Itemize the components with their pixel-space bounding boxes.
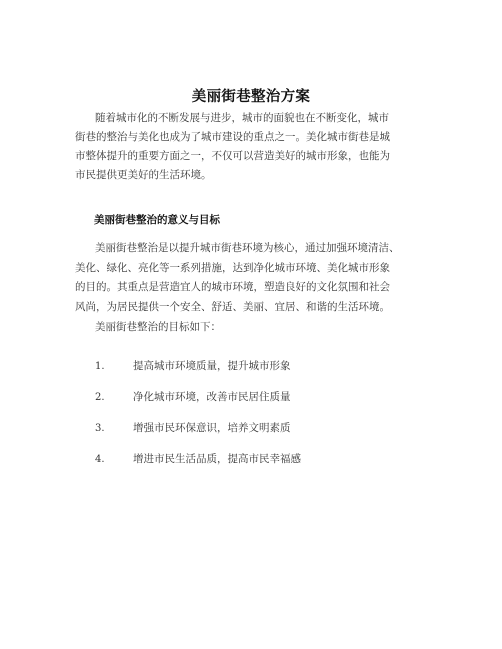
goal-number: 1. — [95, 361, 105, 372]
goals-intro: 美丽街巷整治的目标如下： — [95, 321, 221, 333]
intro-line: 市整体提升的重要方面之一，不仅可以营造美好的城市形象，也能为 — [75, 150, 390, 162]
meaning-line: 美化、绿化、亮化等一系列措施，达到净化城市环境、美化城市形象 — [75, 261, 390, 274]
goal-text: 净化城市环境，改善市民居住质量 — [133, 391, 291, 403]
intro-line: 随着城市化的不断发展与进步，城市的面貌也在不断变化，城市 — [95, 112, 389, 124]
goal-number: 3. — [95, 423, 105, 434]
goal-number: 4. — [95, 454, 105, 465]
goal-item — [95, 358, 291, 373]
goal-text: 增进市民生活品质，提高市民幸福感 — [133, 453, 301, 465]
meaning-line: 的目的。其重点是营造宜人的城市环境，塑造良好的文化氛围和社会 — [75, 281, 390, 293]
goal-text: 提高城市环境质量，提升城市形象 — [133, 360, 291, 372]
goal-number: 2. — [95, 392, 105, 403]
intro-line: 街巷的整治与美化也成为了城市建设的重点之一。美化城市街巷是城 — [75, 131, 390, 143]
meaning-paragraph — [75, 239, 455, 317]
goal-text: 增强市民环保意识，培养文明素质 — [133, 422, 291, 434]
meaning-line: 风尚，为居民提供一个安全、舒适、美丽、宜居、和谐的生活环境。 — [75, 300, 390, 313]
goal-item — [95, 389, 291, 404]
meaning-line: 美丽街巷整治是以提升城市街巷环境为核心，通过加强环境清洁、 — [95, 242, 400, 254]
section-heading: 美丽街巷整治的意义与目标 — [94, 214, 220, 226]
intro-line: 市民提供更美好的生活环境。 — [75, 169, 212, 181]
goal-item — [95, 451, 301, 466]
intro-paragraph — [75, 109, 435, 185]
document-title: 美丽街巷整治方案 — [191, 89, 311, 105]
goal-item — [95, 420, 291, 435]
